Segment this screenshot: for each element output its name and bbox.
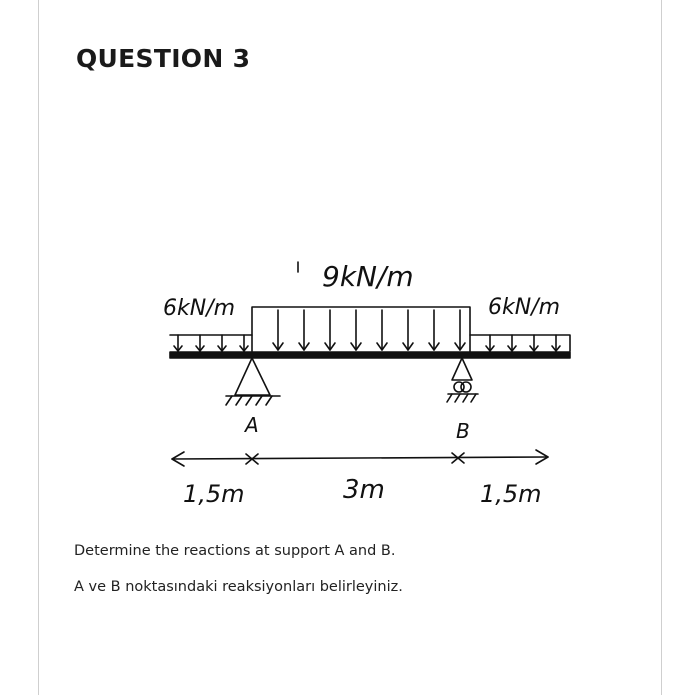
dimension-line xyxy=(172,450,548,466)
dimension-label-left: 1,5m xyxy=(183,480,245,508)
dimension-label-right: 1,5m xyxy=(480,480,542,508)
left-distributed-load xyxy=(170,335,252,351)
load-label-left: 6kN/m xyxy=(163,296,236,321)
question-text-english: Determine the reactions at support A and B. xyxy=(74,543,396,559)
dimension-label-middle: 3m xyxy=(343,475,385,505)
right-distributed-load xyxy=(470,335,570,351)
load-label-middle: 9kN/m xyxy=(322,260,414,293)
support-b-label: B xyxy=(456,419,470,443)
support-b-roller xyxy=(447,358,478,402)
question-title: QUESTION 3 xyxy=(76,44,251,73)
question-text-turkish: A ve B noktasındaki reaksiyonları belirleyiniz. xyxy=(74,579,403,595)
beam xyxy=(170,352,570,358)
support-a-label: A xyxy=(245,413,259,437)
load-label-right: 6kN/m xyxy=(488,295,561,320)
support-a-pin xyxy=(226,358,280,405)
